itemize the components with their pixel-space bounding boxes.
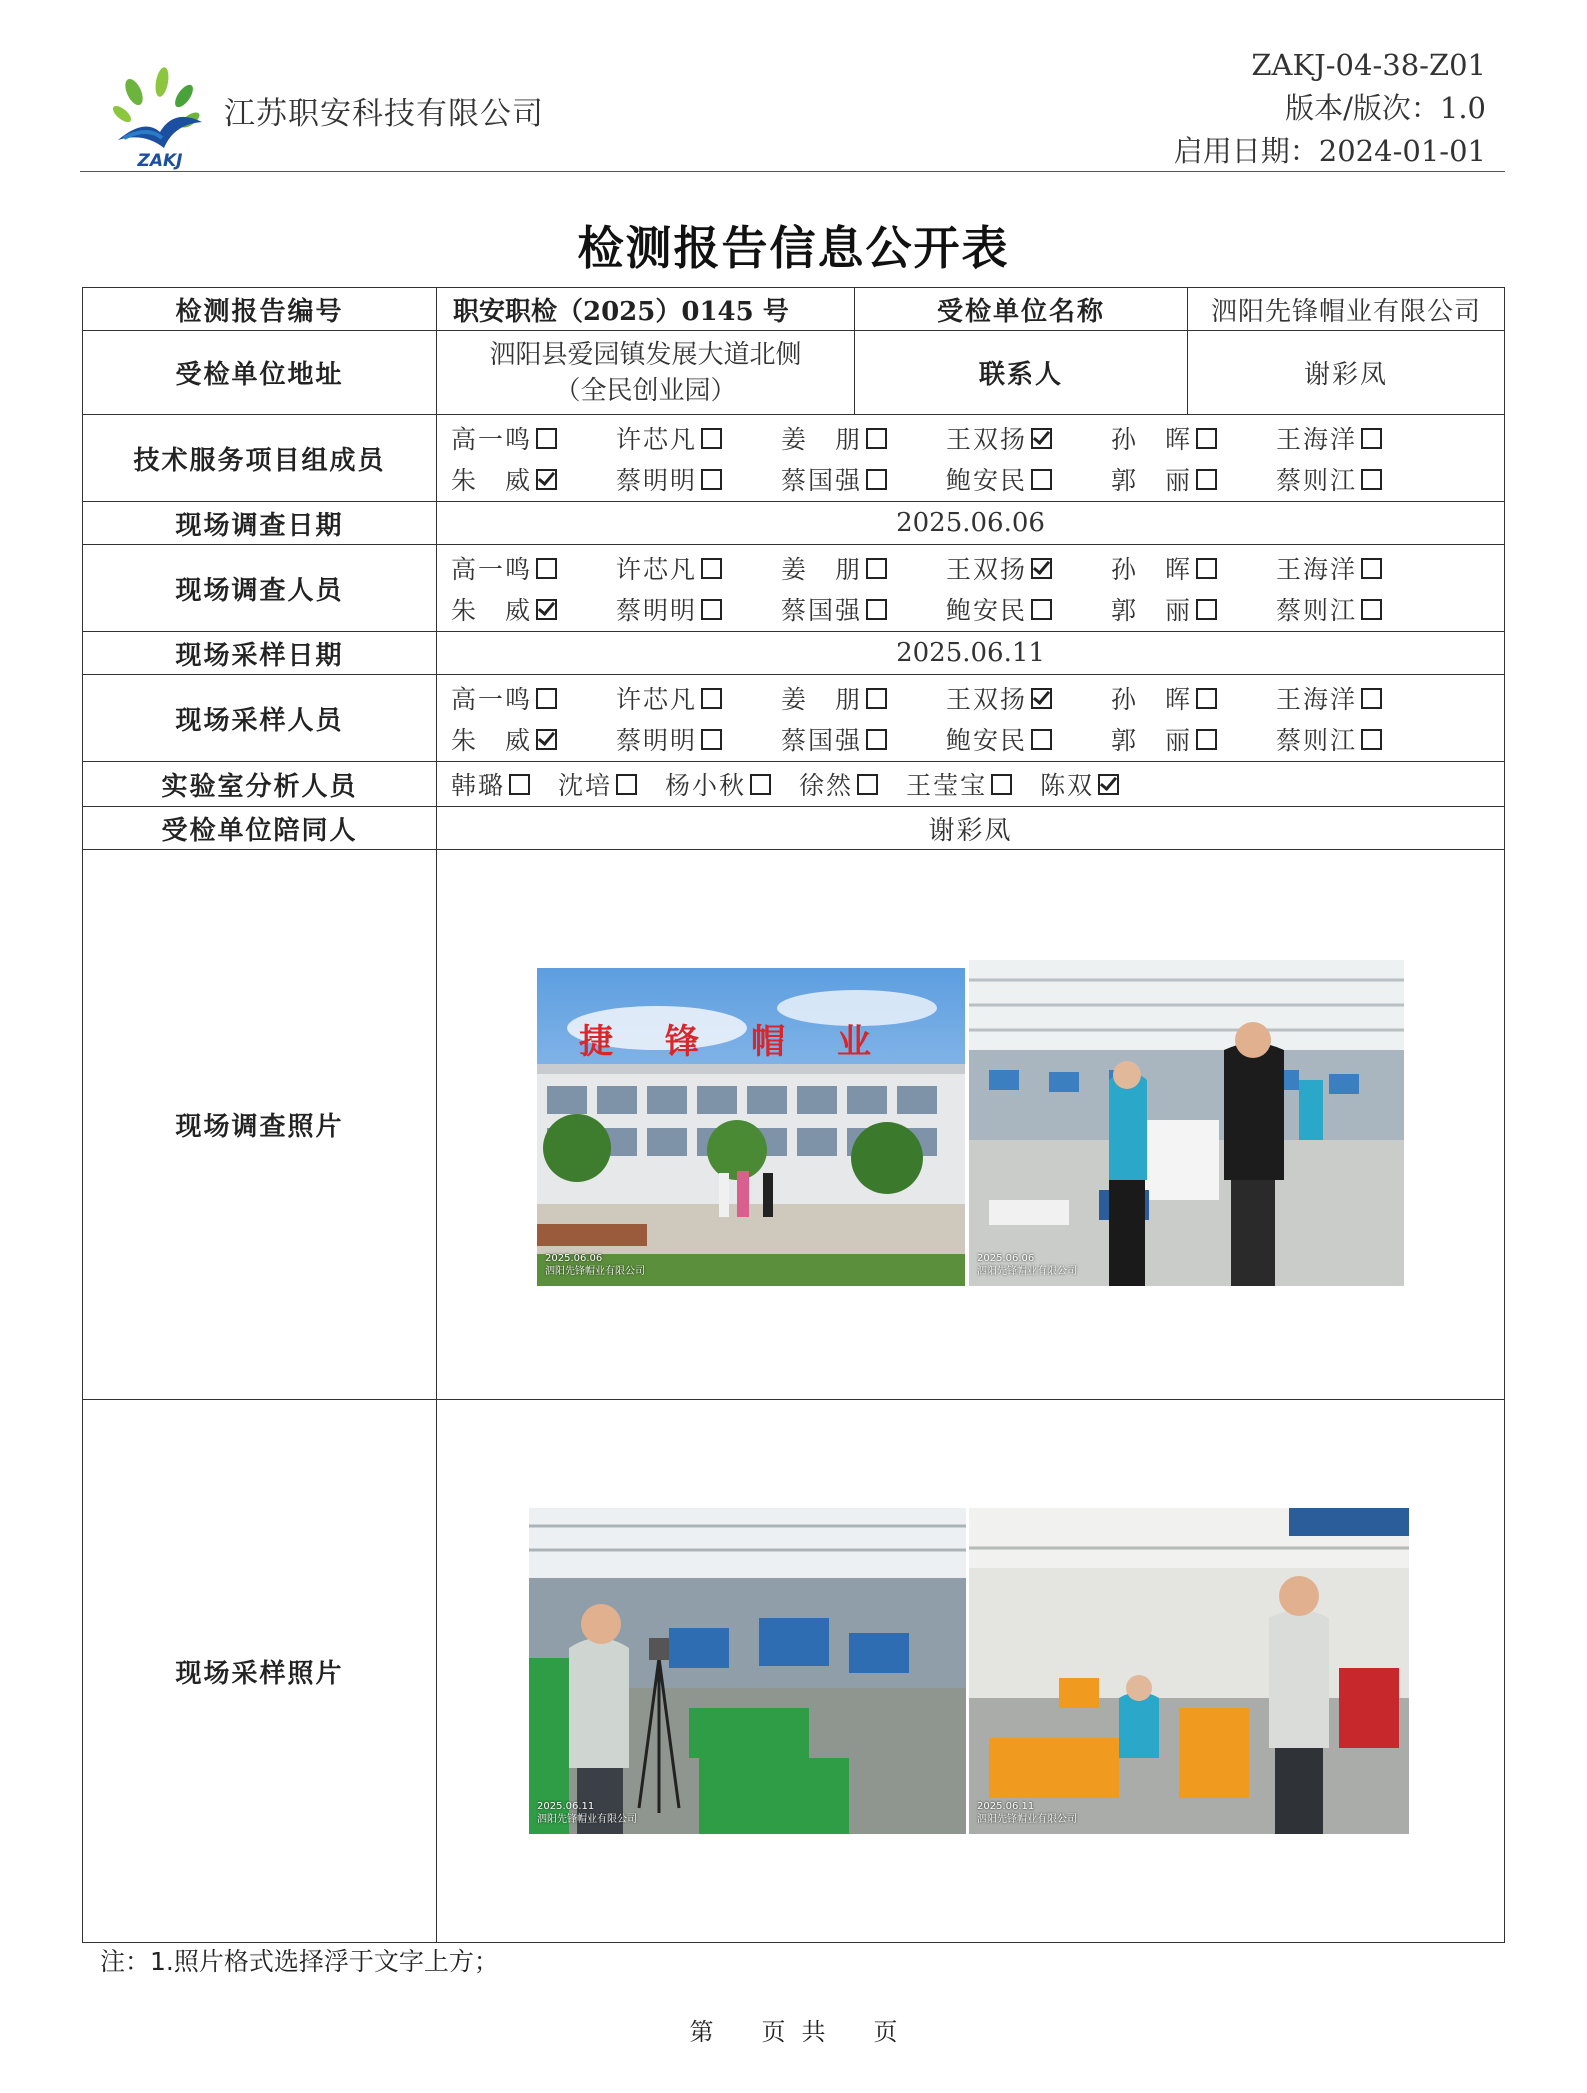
staff-row: [451, 417, 1504, 458]
staff-member: [781, 721, 946, 757]
page-title: 检测报告信息公开表: [577, 221, 1010, 275]
address: [437, 331, 855, 415]
staff-member: [946, 591, 1111, 627]
staff-name: 王双扬: [946, 684, 1028, 714]
checkbox[interactable]: [1196, 599, 1217, 620]
checkbox[interactable]: [866, 469, 887, 490]
staff-name: 韩璐: [451, 771, 506, 800]
checked-checkbox[interactable]: [536, 729, 557, 750]
sampling-photos-label: 现场采样照片: [83, 1400, 437, 1943]
address-line-1: 泗阳县爱园镇发展大道北侧: [489, 339, 802, 370]
checkbox[interactable]: [701, 469, 722, 490]
company-name: 江苏职安科技有限公司: [224, 96, 544, 132]
staff-name: 蔡则江: [1276, 465, 1358, 495]
survey-staff-label: 现场调查人员: [83, 545, 437, 632]
checkbox[interactable]: [866, 558, 887, 579]
checkbox[interactable]: [1031, 729, 1052, 750]
checked-checkbox[interactable]: [1031, 688, 1052, 709]
checkbox[interactable]: [509, 774, 530, 795]
staff-name: 蔡国强: [781, 595, 863, 625]
checkbox[interactable]: [1196, 428, 1217, 449]
table-row: [83, 545, 1505, 632]
sampling-staff: [437, 675, 1505, 762]
survey-photo-workshop: [969, 960, 1404, 1286]
sampling-photo-carts: [969, 1508, 1409, 1834]
staff-member: [616, 591, 781, 627]
lab-staff-label: 实验室分析人员: [83, 762, 437, 807]
contact-label: 联系人: [855, 331, 1188, 415]
staff-member: [781, 461, 946, 497]
survey-photos-label: 现场调查照片: [83, 850, 437, 1400]
team-members: [437, 415, 1505, 502]
staff-member: [616, 680, 781, 716]
staff-name: 鲍安民: [946, 725, 1028, 755]
staff-name: 朱 威: [451, 465, 533, 495]
staff-member: [1111, 420, 1276, 456]
photo-stamp: 2025.06.11 泗阳先锋帽业有限公司: [537, 1801, 637, 1825]
photo-stamp: 2025.06.11 泗阳先锋帽业有限公司: [977, 1801, 1077, 1825]
checkbox[interactable]: [750, 774, 771, 795]
footnote: 注：1.照片格式选择浮于文字上方；: [100, 1947, 499, 1976]
staff-member: [1276, 721, 1441, 757]
staff-member: [906, 766, 1012, 802]
checkbox[interactable]: [701, 558, 722, 579]
staff-name: 杨小秋: [665, 771, 747, 800]
report-no: 职安职检（2025）0145 号: [437, 288, 855, 331]
staff-member: [1111, 591, 1276, 627]
staff-name: 高一鸣: [451, 424, 533, 454]
sampling-staff-label: 现场采样人员: [83, 675, 437, 762]
staff-row: [451, 718, 1504, 759]
checkbox[interactable]: [701, 428, 722, 449]
header-divider: [80, 171, 1505, 172]
report-no-label: 检测报告编号: [83, 288, 437, 331]
checked-checkbox[interactable]: [1098, 774, 1119, 795]
building-sign: 捷锋帽业: [579, 1022, 923, 1062]
staff-name: 王双扬: [946, 554, 1028, 584]
checkbox[interactable]: [701, 599, 722, 620]
staff-member: [781, 591, 946, 627]
staff-name: 王海洋: [1276, 554, 1358, 584]
staff-name: 姜 朋: [781, 424, 863, 454]
unit-name-label: 受检单位名称: [855, 288, 1188, 331]
staff-member: [781, 420, 946, 456]
escort: 谢彩凤: [437, 807, 1505, 850]
doc-meta: [1174, 44, 1486, 173]
staff-member: [451, 766, 530, 802]
checkbox[interactable]: [1196, 469, 1217, 490]
staff-name: 高一鸣: [451, 554, 533, 584]
staff-name: 孙 晖: [1111, 554, 1193, 584]
footer-page-unit: 页: [761, 2018, 786, 2046]
checkbox[interactable]: [701, 729, 722, 750]
sampling-date: 2025.06.11: [437, 632, 1505, 675]
staff-name: 沈培: [558, 771, 613, 800]
checked-checkbox[interactable]: [536, 469, 557, 490]
checkbox[interactable]: [866, 428, 887, 449]
sampling-photos: [437, 1400, 1505, 1943]
staff-member: [451, 591, 616, 627]
table-row: [83, 807, 1505, 850]
staff-member: [946, 461, 1111, 497]
checkbox[interactable]: [1361, 428, 1382, 449]
staff-name: 郭 丽: [1111, 725, 1193, 755]
staff-name: 陈双: [1040, 771, 1095, 800]
report-info-table: [82, 287, 1505, 1943]
staff-row: [451, 547, 1504, 588]
staff-member: [1111, 680, 1276, 716]
staff-name: 许芯凡: [616, 424, 698, 454]
checkbox[interactable]: [1031, 469, 1052, 490]
staff-member: [946, 550, 1111, 586]
table-row: [83, 632, 1505, 675]
staff-row: [451, 588, 1504, 629]
checkbox[interactable]: [857, 774, 878, 795]
staff-row: [451, 458, 1504, 499]
staff-name: 蔡则江: [1276, 725, 1358, 755]
survey-date: 2025.06.06: [437, 502, 1505, 545]
sampling-photo-tripod: [529, 1508, 966, 1834]
effective-date: 启用日期：2024-01-01: [1173, 134, 1486, 168]
staff-member: [665, 766, 771, 802]
staff-name: 王海洋: [1276, 684, 1358, 714]
company-logo: [104, 62, 216, 174]
checkbox[interactable]: [1031, 599, 1052, 620]
staff-name: 王莹宝: [906, 771, 988, 800]
table-row: [83, 675, 1505, 762]
escort-label: 受检单位陪同人: [83, 807, 437, 850]
staff-name: 孙 晖: [1111, 684, 1193, 714]
staff-name: 王双扬: [946, 424, 1028, 454]
staff-name: 许芯凡: [616, 684, 698, 714]
lab-staff-row: [451, 764, 1504, 804]
table-row: [83, 850, 1505, 1400]
footer-total: 共: [801, 2018, 826, 2046]
staff-name: 姜 朋: [781, 554, 863, 584]
staff-member: [946, 420, 1111, 456]
staff-name: 孙 晖: [1111, 424, 1193, 454]
staff-name: 蔡明明: [616, 595, 698, 625]
staff-member: [616, 550, 781, 586]
staff-member: [1276, 550, 1441, 586]
staff-member: [799, 766, 878, 802]
staff-member: [1111, 550, 1276, 586]
staff-name: 郭 丽: [1111, 595, 1193, 625]
staff-member: [558, 766, 637, 802]
logo-text: ZAKJ: [137, 151, 183, 171]
checkbox[interactable]: [1196, 688, 1217, 709]
checkbox[interactable]: [866, 729, 887, 750]
checkbox[interactable]: [1361, 599, 1382, 620]
footer-total-unit: 页: [873, 2018, 898, 2046]
staff-member: [946, 721, 1111, 757]
staff-name: 蔡国强: [781, 465, 863, 495]
staff-name: 郭 丽: [1111, 465, 1193, 495]
checkbox[interactable]: [536, 558, 557, 579]
doc-code: ZAKJ-04-38-Z01: [1251, 48, 1486, 82]
staff-member: [616, 721, 781, 757]
staff-member: [946, 680, 1111, 716]
page-footer: [0, 2012, 1587, 2047]
staff-name: 朱 威: [451, 725, 533, 755]
staff-name: 鲍安民: [946, 595, 1028, 625]
checked-checkbox[interactable]: [1031, 428, 1052, 449]
photo-stamp: 2025.06.06 泗阳先锋帽业有限公司: [977, 1253, 1077, 1277]
sampling-date-label: 现场采样日期: [83, 632, 437, 675]
staff-member: [1040, 766, 1119, 802]
lab-staff: [437, 762, 1505, 807]
staff-member: [451, 721, 616, 757]
photo-stamp: 2025.06.06 泗阳先锋帽业有限公司: [545, 1253, 645, 1277]
survey-staff: [437, 545, 1505, 632]
staff-member: [781, 680, 946, 716]
staff-name: 徐然: [799, 771, 854, 800]
doc-version: 版本/版次：1.0: [1285, 91, 1486, 125]
checkbox[interactable]: [1361, 729, 1382, 750]
checkbox[interactable]: [991, 774, 1012, 795]
staff-name: 许芯凡: [616, 554, 698, 584]
checkbox[interactable]: [536, 428, 557, 449]
table-row: [83, 1400, 1505, 1943]
checkbox[interactable]: [866, 688, 887, 709]
survey-date-label: 现场调查日期: [83, 502, 437, 545]
checkbox[interactable]: [1196, 558, 1217, 579]
staff-member: [1276, 680, 1441, 716]
staff-member: [616, 461, 781, 497]
checkbox[interactable]: [536, 688, 557, 709]
staff-row: [451, 677, 1504, 718]
table-row: [83, 288, 1505, 331]
staff-member: [1111, 721, 1276, 757]
table-row: [83, 502, 1505, 545]
unit-name: 泗阳先锋帽业有限公司: [1188, 288, 1505, 331]
staff-name: 蔡明明: [616, 465, 698, 495]
contact: 谢彩凤: [1188, 331, 1505, 415]
table-row: [83, 415, 1505, 502]
survey-photo-building: [537, 968, 965, 1286]
footer-page: 第: [689, 2018, 714, 2046]
checked-checkbox[interactable]: [1031, 558, 1052, 579]
team-label: 技术服务项目组成员: [83, 415, 437, 502]
checkbox[interactable]: [1361, 469, 1382, 490]
table-row: [83, 762, 1505, 807]
staff-name: 鲍安民: [946, 465, 1028, 495]
checkbox[interactable]: [1196, 729, 1217, 750]
survey-photos: [437, 850, 1505, 1400]
staff-member: [781, 550, 946, 586]
staff-member: [451, 461, 616, 497]
staff-member: [616, 420, 781, 456]
staff-name: 王海洋: [1276, 424, 1358, 454]
staff-name: 蔡则江: [1276, 595, 1358, 625]
staff-member: [451, 550, 616, 586]
staff-member: [1276, 420, 1441, 456]
checkbox[interactable]: [616, 774, 637, 795]
checkbox[interactable]: [1361, 558, 1382, 579]
staff-member: [451, 420, 616, 456]
checkbox[interactable]: [1361, 688, 1382, 709]
checked-checkbox[interactable]: [536, 599, 557, 620]
staff-member: [1276, 461, 1441, 497]
staff-name: 蔡明明: [616, 725, 698, 755]
staff-name: 姜 朋: [781, 684, 863, 714]
checkbox[interactable]: [866, 599, 887, 620]
staff-name: 蔡国强: [781, 725, 863, 755]
staff-member: [451, 680, 616, 716]
address-label: 受检单位地址: [83, 331, 437, 415]
checkbox[interactable]: [701, 688, 722, 709]
table-row: [83, 331, 1505, 415]
staff-name: 朱 威: [451, 595, 533, 625]
staff-member: [1276, 591, 1441, 627]
address-line-2: （全民创业园）: [554, 375, 737, 406]
staff-name: 高一鸣: [451, 684, 533, 714]
staff-member: [1111, 461, 1276, 497]
